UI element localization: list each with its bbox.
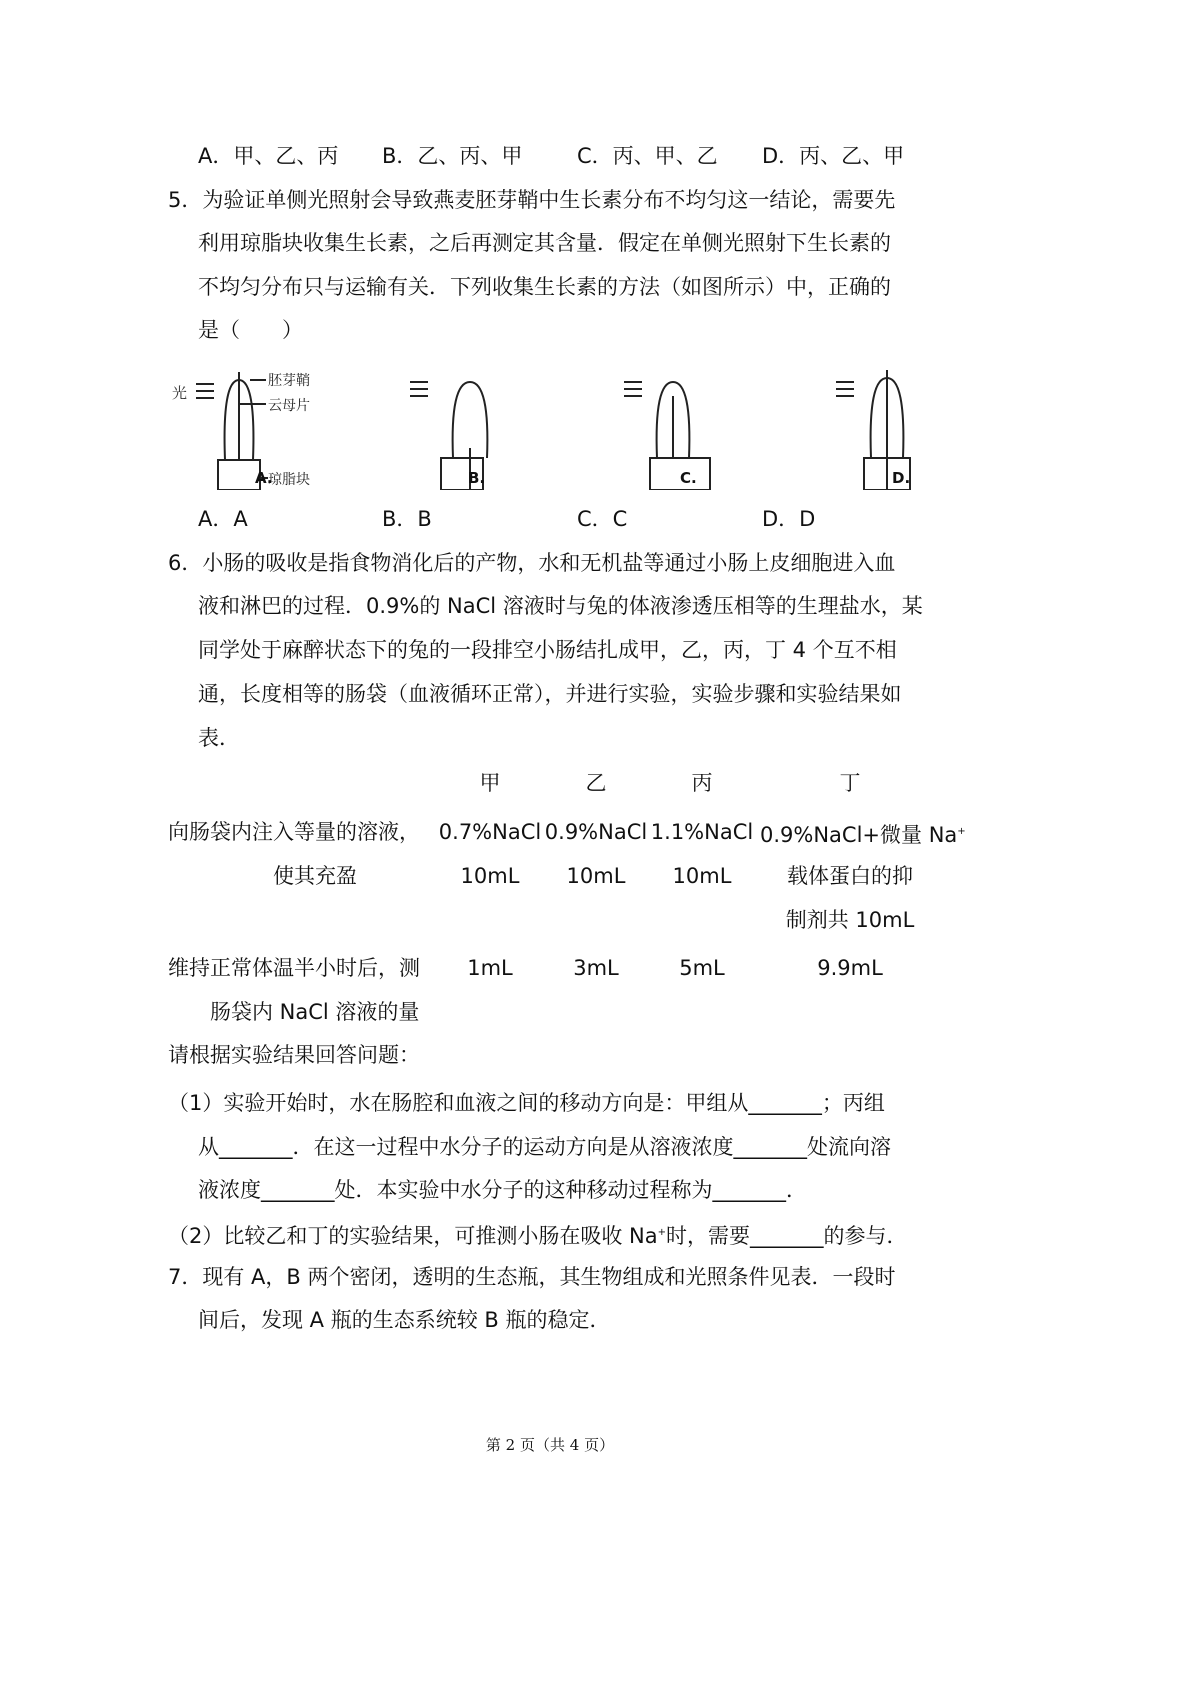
- q6-line: 同学处于麻醉状态下的兔的一段排空小肠结扎成甲，乙，丙，丁 4 个互不相: [198, 638, 897, 662]
- row-label: 使其充盈: [273, 864, 357, 888]
- table-cell: 制剂共 10mL: [785, 908, 915, 932]
- q5-option-d: D．D: [762, 507, 816, 531]
- svg-text:琼脂块: 琼脂块: [268, 472, 310, 488]
- q7-line: 7．现有 A，B 两个密闭，透明的生态瓶，其生物组成和光照条件见表．一段时: [168, 1265, 896, 1289]
- q6-line: 通，长度相等的肠袋（血液循环正常），并进行实验，实验步骤和实验结果如: [198, 682, 902, 706]
- svg-text:胚芽鞘: 胚芽鞘: [268, 373, 310, 389]
- q6-sub: 从_______．在这一过程中水分子的运动方向是从溶液浓度_______处流向溶: [198, 1135, 891, 1159]
- light-arrows-icon: [410, 382, 428, 396]
- page-footer: 第 2 页（共 4 页）: [485, 1436, 615, 1454]
- table-cell: 9.9mL: [817, 956, 883, 980]
- table-cell: 0.9%NaCl: [544, 820, 648, 844]
- table-cell: 1mL: [467, 956, 513, 980]
- caption-d: D.: [892, 469, 911, 487]
- q4-option-c: C．丙、甲、乙: [577, 144, 718, 168]
- q6-prompt: 请根据实验结果回答问题：: [168, 1043, 420, 1067]
- table-cell: 0.7%NaCl: [438, 820, 542, 844]
- q6-line: 表．: [198, 726, 240, 750]
- table-header: 丙: [691, 771, 713, 795]
- table-cell: 10mL: [672, 864, 732, 888]
- light-arrows-icon: [196, 384, 214, 468]
- table-header: 乙: [585, 771, 607, 795]
- table-header: 甲: [479, 771, 501, 795]
- q6-sub: 液浓度_______处．本实验中水分子的这种移动过程称为_______．: [198, 1178, 807, 1202]
- q5-line: 5．为验证单侧光照射会导致燕麦胚芽鞘中生长素分布不均匀这一结论，需要先: [168, 188, 896, 212]
- q4-option-a: A．甲、乙、丙: [198, 144, 339, 168]
- q4-option-b: B．乙、丙、甲: [382, 144, 523, 168]
- table-cell: 10mL: [460, 864, 520, 888]
- light-arrows-icon: [836, 382, 854, 396]
- table-cell: 0.9%NaCl+微量 Na+: [760, 823, 966, 847]
- table-header: 丁: [839, 771, 861, 795]
- q5-line: 利用琼脂块收集生长素，之后再测定其含量．假定在单侧光照射下生长素的: [198, 231, 891, 255]
- light-label: 光: [172, 384, 188, 402]
- q6-sub: （1）实验开始时，水在肠腔和血液之间的移动方向是：甲组从_______；丙组: [168, 1091, 885, 1115]
- table-cell: 载体蛋白的抑: [787, 864, 913, 888]
- table-cell: 10mL: [566, 864, 626, 888]
- q6-sub: （2）比较乙和丁的实验结果，可推测小肠在吸收 Na+时，需要_______的参与．: [168, 1224, 908, 1248]
- q5-option-c: C．C: [577, 507, 628, 531]
- row-label: 向肠袋内注入等量的溶液，: [168, 820, 420, 844]
- q5-option-b: B．B: [382, 507, 432, 531]
- svg-text:云母片: 云母片: [268, 398, 310, 414]
- row-label: 肠袋内 NaCl 溶液的量: [210, 1000, 420, 1024]
- q5-line: 不均匀分布只与运输有关．下列收集生长素的方法（如图所示）中，正确的: [198, 275, 891, 299]
- q4-option-d: D．丙、乙、甲: [762, 144, 905, 168]
- coleoptile-figure: [160, 360, 960, 490]
- table-cell: 3mL: [573, 956, 619, 980]
- table-cell: 5mL: [679, 956, 725, 980]
- light-arrows-icon: [624, 382, 642, 396]
- q6-line: 液和淋巴的过程．0.9%的 NaCl 溶液时与兔的体液渗透压相等的生理盐水，某: [198, 594, 923, 618]
- q5-line: 是（ ）: [198, 318, 303, 342]
- q6-line: 6．小肠的吸收是指食物消化后的产物，水和无机盐等通过小肠上皮细胞进入血: [168, 551, 896, 575]
- q7-line: 间后，发现 A 瓶的生态系统较 B 瓶的稳定．: [198, 1308, 611, 1332]
- caption-b: B.: [468, 469, 486, 487]
- table-cell: 1.1%NaCl: [650, 820, 754, 844]
- caption-a: A.: [255, 469, 273, 487]
- q5-option-a: A．A: [198, 507, 248, 531]
- caption-c: C.: [680, 469, 697, 487]
- row-label: 维持正常体温半小时后，测: [168, 956, 420, 980]
